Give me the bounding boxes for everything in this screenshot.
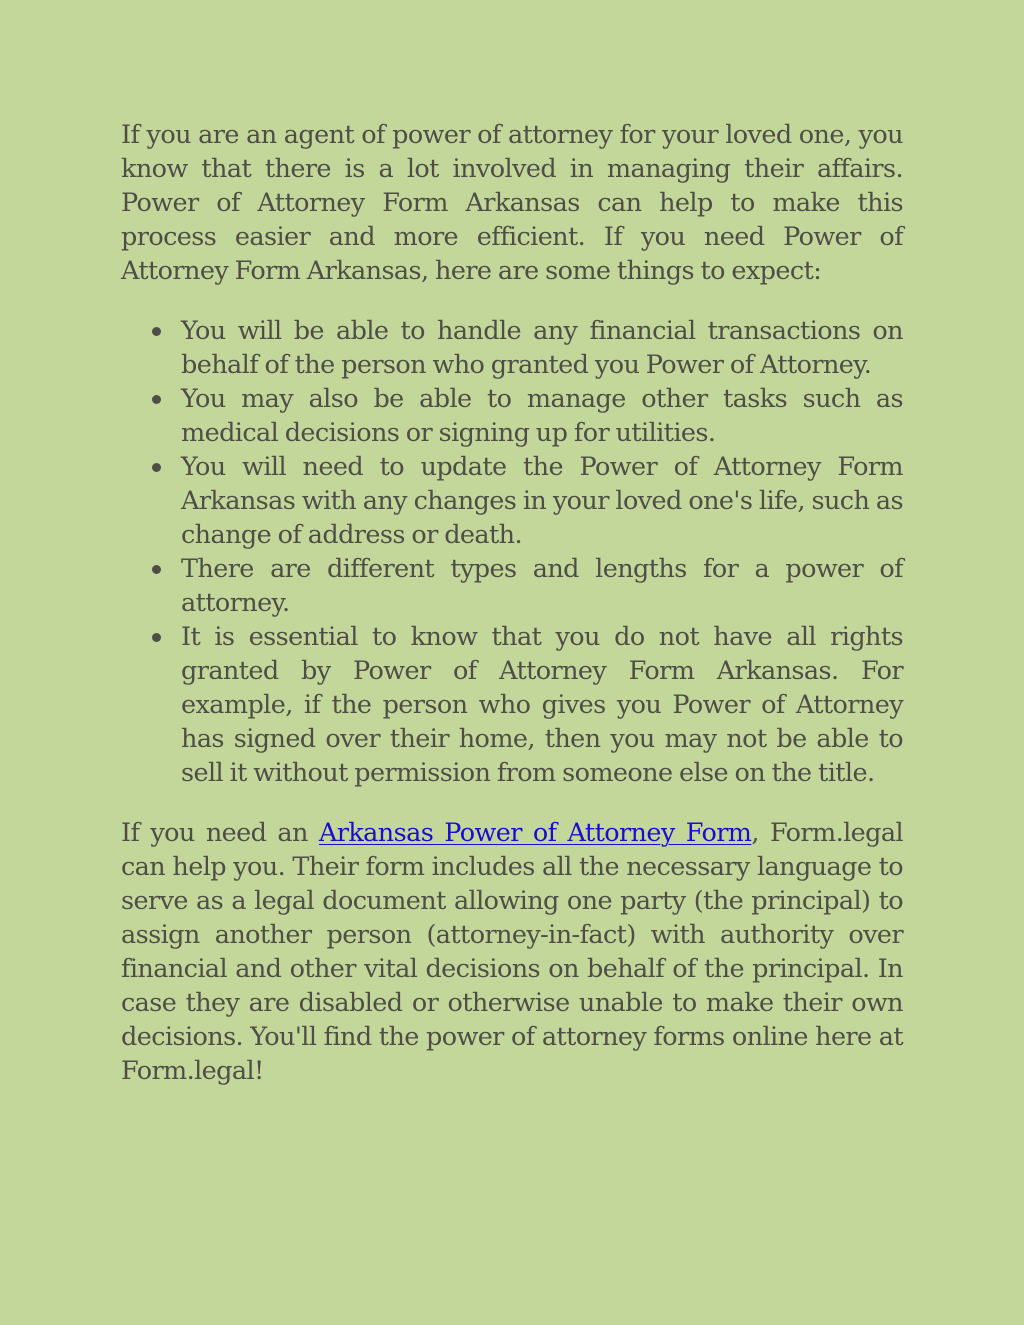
bullet-icon	[152, 395, 161, 404]
bullet-icon	[152, 565, 161, 574]
list-item	[181, 450, 903, 552]
bullet-icon	[152, 327, 161, 336]
arkansas-power-of-attorney-form-link[interactable]: Arkansas Power of Attorney Form	[318, 818, 752, 848]
bullet-icon	[152, 463, 161, 472]
closing-paragraph	[121, 816, 903, 1088]
list-item	[181, 620, 903, 790]
list-item-text: You will be able to handle any financial transactions on behalf of the person who granted you Power of Attorney.	[181, 316, 903, 380]
bullet-list	[121, 314, 903, 790]
list-item-text: You may also be able to manage other tasks such as medical decisions or signing up for utilities.	[181, 384, 903, 448]
list-item-text: You will need to update the Power of Attorney Form Arkansas with any changes in your loved one's life, such as change of address or death.	[181, 452, 903, 550]
list-item-text: It is essential to know that you do not have all rights granted by Power of Attorney Form Arkansas. For example, if the person who gives you Power of Attorney has signed over their home, then you may not be able to sell it without permission from someone else on the title.	[181, 622, 903, 788]
list-item-text: There are different types and lengths for a power of attorney.	[181, 554, 903, 618]
closing-text-after-link: , Form.legal can help you. Their form includes all the necessary language to serve as a legal document allowing one party (the principal) to assign another person (attorney-in-fact) with authority over financial and other vital decisions on behalf of the principal. In case they are disabled or otherwise unable to make their own decisions. You'll find the power of attorney forms online here at Form.legal!	[121, 818, 904, 1086]
list-item	[181, 382, 903, 450]
document-body	[121, 118, 903, 1088]
bullet-icon	[152, 633, 161, 642]
list-item	[181, 552, 903, 620]
closing-text-before-link: If you need an	[121, 818, 319, 848]
list-item	[181, 314, 903, 382]
intro-paragraph: If you are an agent of power of attorney for your loved one, you know that there is a lot involved in managing their affairs. Power of Attorney Form Arkansas can help to make this process easier and more efficient. If you need Power of Attorney Form Arkansas, here are some things to expect:	[121, 120, 903, 286]
